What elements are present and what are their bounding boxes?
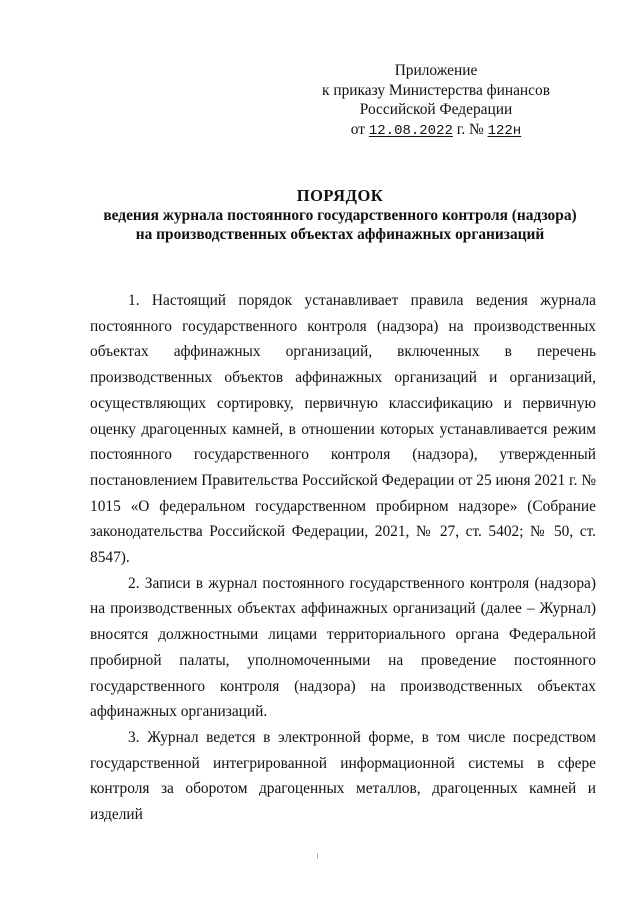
appendix-order-ref: к приказу Министерства финансов	[322, 81, 550, 99]
appendix-label: Приложение	[394, 62, 478, 79]
scan-mark	[317, 853, 318, 859]
appendix-date-line	[306, 120, 566, 142]
number-prefix: г. №	[456, 120, 484, 138]
title-heading: ПОРЯДОК	[296, 186, 384, 205]
title-line-2: на производственных объектах аффинажных организаций	[135, 226, 545, 243]
document-title	[60, 186, 620, 245]
appendix-country: Российской Федерации	[359, 101, 513, 118]
order-number: 122н	[487, 122, 522, 139]
date-prefix: от	[350, 120, 366, 138]
paragraph-3: 3. Журнал ведется в электронной форме, в том числе посредством государственной интегрированной информационной системы в сфере контроля за оборотом драгоценных металлов, драгоценных камней и изделий	[90, 728, 596, 824]
paragraph-1: 1. Настоящий порядок устанавливает правила ведения журнала постоянного государственного контроля (надзора) на производственных объектах аффинажных организаций, включенных в перечень производственных объектов аффинажных организаций и организаций, осуществляющих сортировку, первичную классификацию и первичную оценку драгоценных камней, в отношении которых устанавливается режим постоянного государственного контроля (надзора), утвержденный постановлением Правительства Российской Федерации от 25 июня 2021 г. № 1015 «О федеральном государственном пробирном надзоре» (Собрание законодательства Российской Федерации, 2021, № 27, ст. 5402; № 50, ст. 8547).	[90, 292, 597, 567]
appendix-block	[306, 61, 566, 141]
paragraph-2: 2. Записи в журнал постоянного государственного контроля (надзора) на производственных объектах аффинажных организаций (далее – Журнал) вносятся должностными лицами территориального органа Федеральной пробирной палаты, уполномоченными на проведение постоянного государственного контроля (надзора) на производственных объектах аффинажных организаций.	[90, 574, 596, 721]
title-line-1: ведения журнала постоянного государственного контроля (надзора)	[103, 206, 577, 224]
document-body	[90, 288, 596, 828]
order-date: 12.08.2022	[368, 122, 453, 139]
